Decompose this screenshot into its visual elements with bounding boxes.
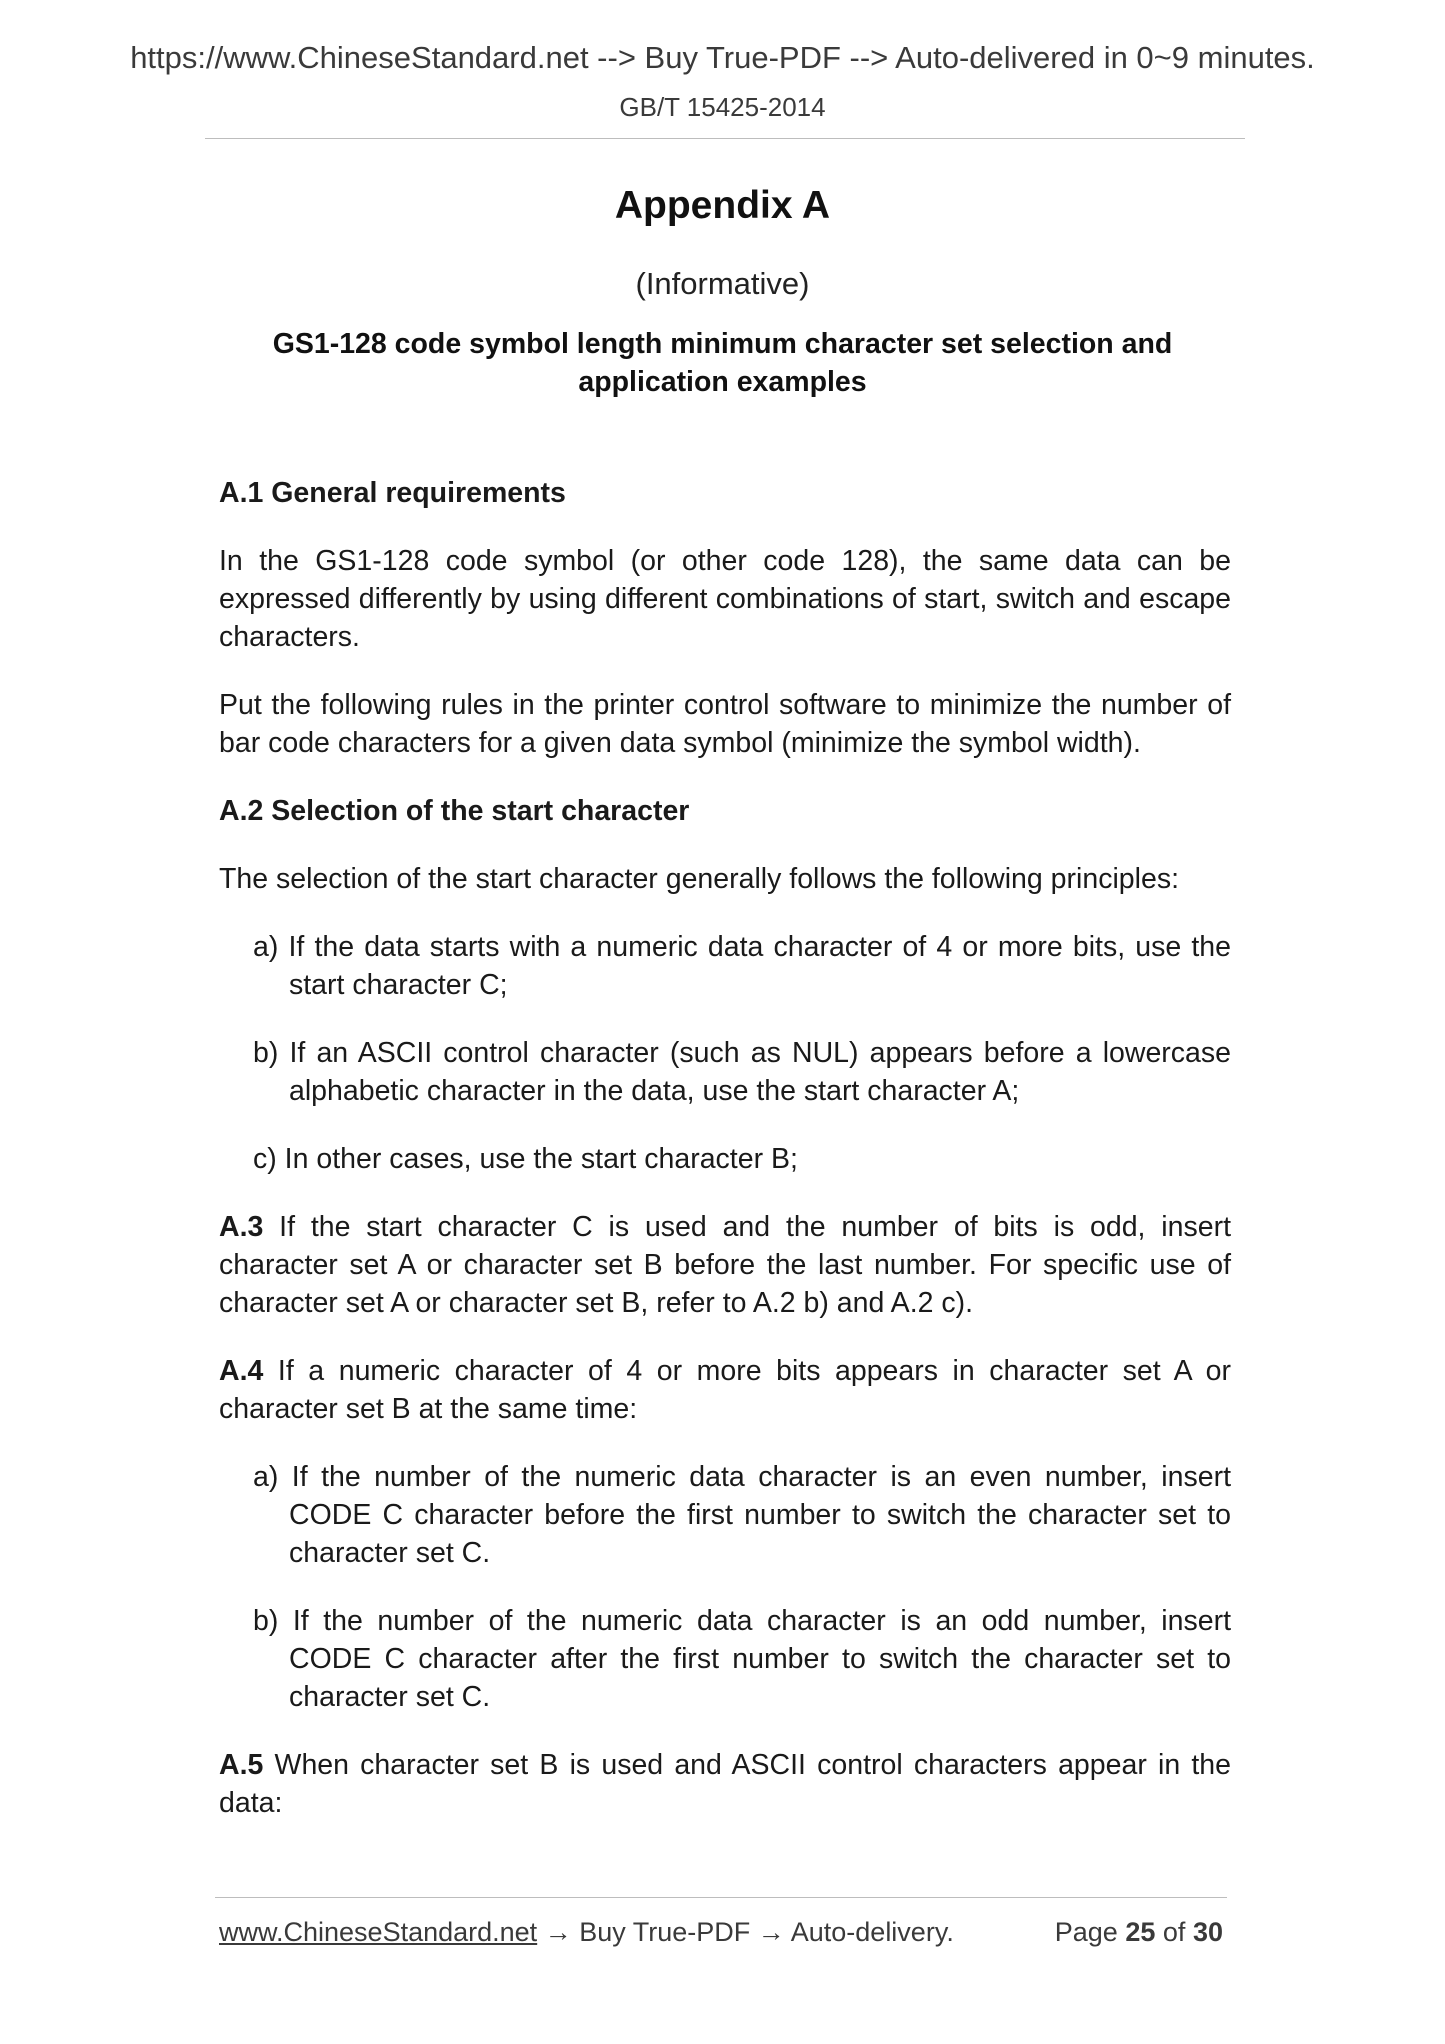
a5-paragraph	[219, 1746, 1231, 1822]
a3-paragraph	[219, 1208, 1231, 1322]
appendix-type: (Informative)	[635, 266, 810, 301]
page-total: 30	[1192, 1917, 1223, 1947]
subtitle-line-1: GS1-128 code symbol length minimum character set selection and	[272, 328, 1173, 360]
a2-intro: The selection of the start character generally follows the following principles:	[219, 863, 1179, 895]
a4-list-item-a: a) If the number of the numeric data character is an even number, insert CODE C character before the first number to switch the character set to character set C.	[253, 1461, 1231, 1569]
a2-list-item-b: b) If an ASCII control character (such as NUL) appears before a lowercase alphabetic character in the data, use the start character A;	[253, 1037, 1231, 1107]
subtitle-line-2: application examples	[578, 366, 867, 398]
a5-number: A.5	[219, 1749, 264, 1781]
appendix-subtitle	[200, 325, 1245, 401]
footer-tagline: → Buy True-PDF → Auto-delivery.	[537, 1917, 954, 1947]
a5-text: When character set B is used and ASCII control characters appear in the data:	[219, 1749, 1231, 1819]
footer-divider	[215, 1897, 1227, 1898]
section-heading-a1: A.1 General requirements	[219, 477, 566, 509]
a2-list-item-a: a) If the data starts with a numeric data character of 4 or more bits, use the start character C;	[253, 931, 1231, 1001]
a4-number: A.4	[219, 1355, 264, 1387]
a3-text: If the start character C is used and the number of bits is odd, insert character set A or character set B before the last number. For specific use of character set A or character set B, refer to A.2 b) and A.2 c).	[219, 1211, 1231, 1319]
footer-site-link[interactable]: www.ChineseStandard.net	[219, 1917, 538, 1947]
a3-number: A.3	[219, 1211, 264, 1243]
page-current: 25	[1125, 1917, 1156, 1947]
page-of: of	[1162, 1917, 1186, 1947]
a2-list-item-c: c) In other cases, use the start character B;	[253, 1143, 798, 1175]
appendix-title: Appendix A	[614, 184, 831, 227]
top-banner: https://www.ChineseStandard.net --> Buy True-PDF --> Auto-delivered in 0~9 minutes.	[130, 40, 1315, 75]
a4-text: If a numeric character of 4 or more bits appears in character set A or character set B at the same time:	[219, 1355, 1231, 1425]
a1-paragraph-2: Put the following rules in the printer control software to minimize the number of bar code characters for a given data symbol (minimize the symbol width).	[219, 689, 1231, 759]
a4-list-item-b: b) If the number of the numeric data character is an odd number, insert CODE C character after the first number to switch the character set to character set C.	[253, 1605, 1231, 1713]
document-body	[219, 474, 1231, 1852]
page-indicator	[1055, 1917, 1223, 1948]
standard-number: GB/T 15425-2014	[619, 92, 826, 122]
section-heading-a2: A.2 Selection of the start character	[219, 795, 690, 827]
a1-paragraph-1: In the GS1-128 code symbol (or other code 128), the same data can be expressed differently by using different combinations of start, switch and escape characters.	[219, 545, 1231, 653]
a4-paragraph	[219, 1352, 1231, 1428]
header-divider	[205, 138, 1245, 139]
page-footer	[219, 1917, 1223, 1948]
page-label: Page	[1054, 1917, 1118, 1947]
